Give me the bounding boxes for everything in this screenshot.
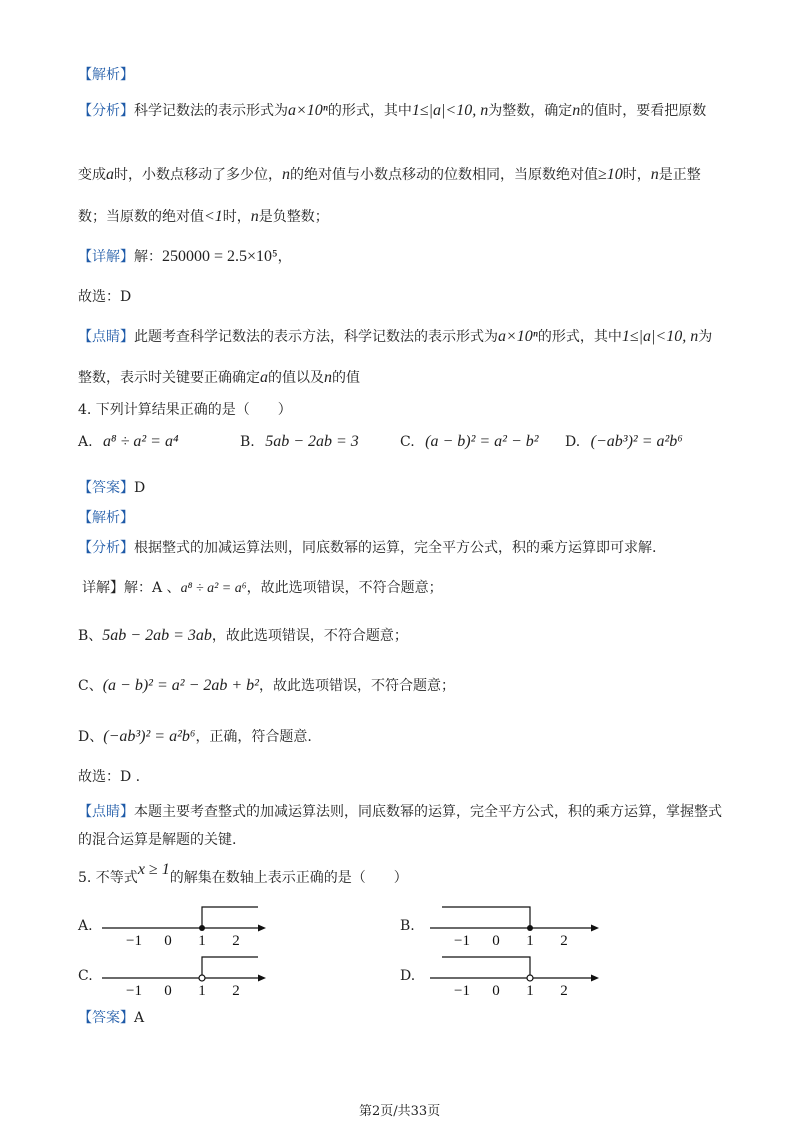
text: 的绝对值与小数点移动的位数相同，当原数绝对值	[290, 167, 598, 183]
q4-jiexi-label: 【解析】	[78, 510, 134, 526]
tick-label: 1	[198, 933, 206, 949]
text: 根据整式的加减运算法则，同底数幂的运算，完全平方公式，积的乘方运算即可求解.	[134, 540, 657, 556]
q5-option-d-letter: D.	[400, 968, 416, 984]
option-formula: (−ab³)² = a²b⁶	[590, 433, 683, 450]
q4-stem: 4. 下列计算结果正确的是（ ）	[78, 402, 292, 418]
text: 为整数，确定	[488, 103, 573, 119]
q5-stem	[78, 861, 408, 888]
answer-label: 【答案】	[78, 480, 134, 496]
dianjing-label: 【点睛】	[78, 804, 134, 820]
variable: n	[250, 208, 259, 225]
answer-value: D	[134, 480, 146, 496]
number-line-b	[418, 900, 603, 950]
text: 本题主要考查整式的加减运算法则，同底数幂的运算，完全平方公式，积的乘方运算，掌握整式	[134, 804, 722, 820]
formula: 5ab − 2ab = 3ab	[102, 627, 212, 644]
q4-detail-c	[78, 676, 455, 696]
solution-ray	[442, 957, 530, 978]
fenxi-line-3	[78, 207, 329, 227]
tick-label: 2	[560, 983, 568, 999]
q4-dianjing-2: 的混合运算是解题的关键.	[78, 832, 237, 848]
page-footer: 第2页/共33页	[359, 1104, 441, 1119]
solution-ray	[202, 957, 258, 978]
variable: n	[282, 166, 290, 183]
text: 详解】解：A 、	[82, 580, 181, 596]
tick-label: −1	[454, 933, 470, 949]
text: 数；当原数的绝对值	[78, 209, 204, 225]
option-formula: a⁸ ÷ a² = a⁴	[103, 433, 179, 450]
fenxi-line-1	[78, 101, 706, 121]
text: ，	[277, 249, 292, 265]
text: 的形式，其中	[327, 103, 412, 119]
tick-label: −1	[126, 933, 142, 949]
fenxi-label: 【分析】	[78, 103, 134, 119]
text: ，故此选项错误，不符合题意；	[211, 628, 408, 644]
q4-option-c	[400, 432, 539, 452]
formula: 1≤|a|<10, n	[411, 102, 489, 119]
number-line-a	[90, 900, 270, 950]
tick-label: 0	[492, 933, 500, 949]
hollow-point	[199, 975, 205, 981]
q4-dianjing-1	[78, 802, 722, 822]
solution-ray	[442, 907, 530, 928]
fenxi-line-2	[78, 165, 701, 185]
answer-value: A	[134, 1010, 145, 1026]
variable: a	[106, 166, 114, 183]
tick-label: 0	[492, 983, 500, 999]
text: C、	[78, 678, 103, 694]
text: 是负整数；	[258, 209, 329, 225]
formula: (−ab³)² = a²b⁶	[103, 728, 196, 745]
formula: a×10ⁿ	[288, 102, 328, 119]
axis-arrow-icon	[258, 925, 266, 932]
text: ，正确，符合题意.	[195, 729, 312, 745]
text: D、	[78, 729, 104, 745]
option-letter: C.	[400, 434, 415, 450]
text: B、	[78, 628, 103, 644]
formula: (a − b)² = a² − 2ab + b²	[102, 677, 259, 694]
fenxi-label: 【分析】	[78, 540, 134, 556]
option-formula: 5ab − 2ab = 3	[265, 433, 359, 450]
tick-label: 0	[164, 933, 172, 949]
variable: a	[260, 369, 268, 386]
text: 为	[698, 329, 713, 345]
tick-label: 2	[232, 933, 240, 949]
text: ，故此选项错误，不符合题意；	[246, 580, 443, 596]
text: 此题考查科学记数法的表示方法，科学记数法的表示形式为	[134, 329, 498, 345]
variable: n	[650, 166, 659, 183]
text: 科学记数法的表示形式为	[134, 103, 288, 119]
text: 解：	[134, 249, 162, 265]
xiangjie-line	[78, 247, 292, 267]
answer-label: 【答案】	[78, 1010, 134, 1026]
q5-option-c-letter: C.	[78, 968, 93, 984]
q4-detail-d	[78, 727, 312, 747]
q4-guxuan: 故选：D .	[78, 769, 141, 785]
option-formula: (a − b)² = a² − b²	[425, 433, 539, 450]
dianjing-line-1	[78, 327, 712, 347]
text: 的值	[332, 370, 360, 386]
q4-option-b	[240, 432, 359, 452]
text: 的值时，要看把原数	[580, 103, 707, 119]
text: 的形式，其中	[537, 329, 622, 345]
text: 5. 不等式	[78, 870, 138, 886]
tick-label: 1	[526, 983, 534, 999]
q4-option-d	[565, 432, 683, 452]
number-line-c	[90, 950, 270, 1000]
formula: <1	[204, 208, 223, 225]
text: 整数，表示时关键要正确确定	[78, 370, 260, 386]
option-letter: A.	[78, 434, 93, 450]
formula: 250000 = 2.5×10⁵	[162, 248, 278, 265]
formula: x ≥ 1	[137, 861, 170, 878]
number-line-d	[418, 950, 603, 1000]
text: 时，小数点移动了多少位，	[114, 167, 282, 183]
text: 是正整	[658, 167, 701, 183]
q5-option-b-letter: B.	[400, 918, 415, 934]
option-letter: B.	[240, 434, 255, 450]
formula: ≥10	[598, 166, 623, 183]
formula: 1≤|a|<10, n	[621, 328, 699, 345]
q4-fenxi	[78, 538, 656, 558]
tick-label: 1	[198, 983, 206, 999]
jiexi-label: 【解析】	[78, 67, 134, 83]
xiangjie-label: 【详解】	[78, 249, 134, 265]
q4-answer	[78, 478, 145, 498]
variable: n	[324, 369, 332, 386]
hollow-point	[527, 975, 533, 981]
axis-arrow-icon	[591, 975, 599, 982]
text: 时，	[622, 167, 651, 183]
formula: a×10ⁿ	[498, 328, 538, 345]
q4-detail-b	[78, 626, 408, 646]
axis-arrow-icon	[258, 975, 266, 982]
variable: n	[572, 102, 581, 119]
solid-point	[527, 925, 533, 931]
guxuan-q3: 故选：D	[78, 289, 132, 305]
text: 的解集在数轴上表示正确的是（ ）	[169, 870, 408, 886]
text: 时，	[222, 209, 251, 225]
q5-answer	[78, 1008, 144, 1028]
solid-point	[199, 925, 205, 931]
tick-label: 2	[560, 933, 568, 949]
axis-arrow-icon	[591, 925, 599, 932]
option-letter: D.	[565, 434, 581, 450]
tick-label: 0	[164, 983, 172, 999]
text: 变成	[78, 167, 106, 183]
tick-label: 1	[526, 933, 534, 949]
tick-label: −1	[126, 983, 142, 999]
q4-option-a	[78, 432, 179, 452]
solution-ray	[202, 907, 258, 928]
text: ，故此选项错误，不符合题意；	[258, 678, 455, 694]
dianjing-line-2	[78, 368, 360, 388]
q5-option-a-letter: A.	[78, 918, 93, 934]
tick-label: 2	[232, 983, 240, 999]
tick-label: −1	[454, 983, 470, 999]
dianjing-label: 【点睛】	[78, 329, 134, 345]
q4-detail-a	[82, 578, 443, 599]
formula: a⁸ ÷ a² = a⁶	[180, 581, 247, 596]
text: 的值以及	[268, 370, 324, 386]
